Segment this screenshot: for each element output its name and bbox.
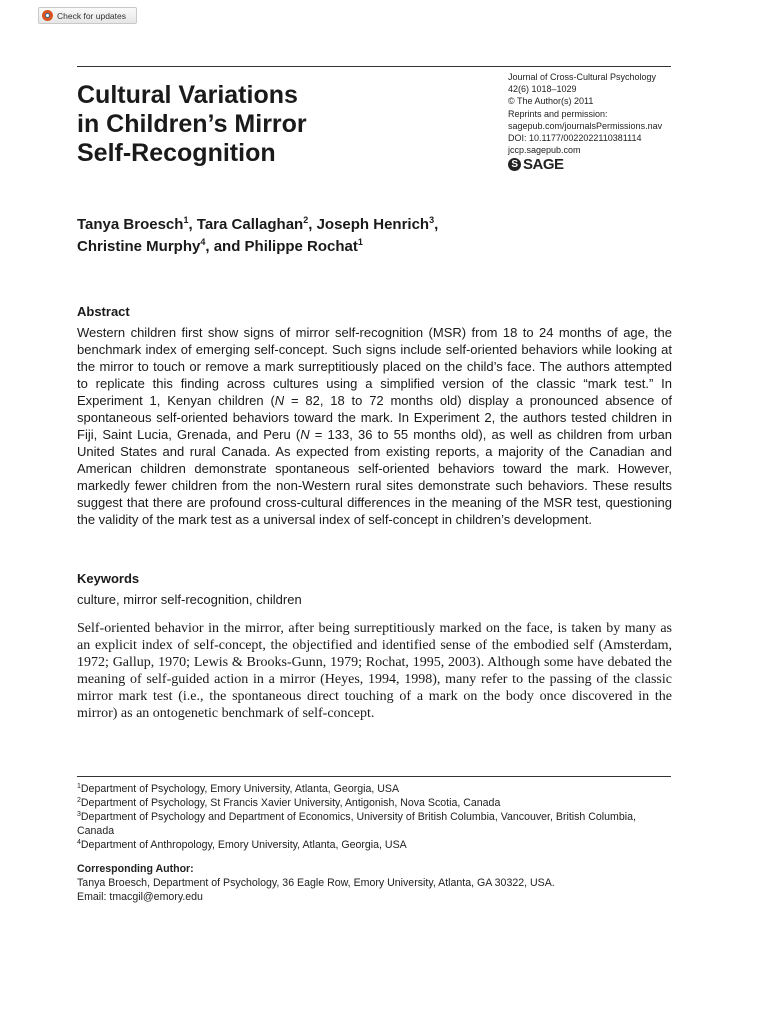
footnote-text: Department of Anthropology, Emory University, Atlanta, Georgia, USA [80,839,407,851]
footnote-text: Department of Psychology, Emory University, Atlanta, Georgia, USA [80,783,400,795]
journal-name: Journal of Cross-Cultural Psychology [508,72,657,82]
title-line-2: in Children’s Mirror [77,110,307,138]
footnote-text: Department of Psychology, St Francis Xavier University, Antigonish, Nova Scotia, Canada [80,797,501,809]
sage-logo [508,155,708,173]
keywords-heading: Keywords [77,571,140,586]
footnote-marker: 4 [77,839,81,846]
footnote-text: Department of Psychology and Department of Economics, University of British Columbia, Vancouver, British Columbia, Canada [77,811,636,837]
author-name: , Joseph Henrich [308,216,430,233]
affiliation-marker: 3 [429,215,435,225]
crossmark-icon [42,10,53,21]
footnote-marker: 1 [77,783,81,790]
abstract-part: = 133, 36 to 55 months old), as well as children from urban United States and rural Canada. As expected from existing reports, a majority of the Canadian and American children demonstrate spontaneous self-oriented behaviors toward the mark. However, markedly fewer children from the non-Western rural sites demonstrate such behaviors. These results suggest that there are profound cross-cultural differences in the meaning of the MSR test, questioning the validity of the mark test as a universal index of self-concept in children’s development. [77,427,672,527]
corresponding-author-email[interactable]: Email: tmacgil@emory.edu [77,891,203,903]
footnote-item [77,796,657,810]
journal-copyright: © The Author(s) 2011 [508,96,594,107]
footnote-marker: 2 [77,797,81,804]
keywords-text: culture, mirror self-recognition, children [77,592,302,607]
abstract-part: Western children first show signs of mirror self-recognition (MSR) from 18 to 24 months of age, the benchmark index of emerging self-concept. Such signs include self-oriented behaviors while looking at the mirror to touch or remove a mark surreptitiously placed on the child’s face. The authors attempted to replicate this finding across cultures using a simplified version of the classic “mark test.” In Experiment 1, Kenyan children ( [77,325,672,408]
sage-logo-text: SAGE [523,155,564,173]
author-name: , and Philippe Rochat [205,238,358,255]
journal-volume: 42(6) 1018–1029 [508,84,577,95]
author-name: Tanya Broesch [77,216,184,233]
footnote-rule [77,776,671,777]
intro-paragraph: Self-oriented behavior in the mirror, after being surreptitiously marked on the face, is taken by many as an explicit index of self-concept, the objectified and identified sense of the embodied self (Amsterdam, 1972; Gallup, 1970; Lewis & Brooks-Gunn, 1979; Rochat, 1995, 2003). Although some have debated the meaning of self-guided action in a mirror (Heyes, 1994, 1998), many refer to the passing of the classic mirror mark test (i.e., the spontaneous direct touching of a mark on the body once discovered in the mirror) as an ontogenetic benchmark of self-concept. [77,621,672,722]
affiliation-footnotes [77,782,657,852]
author-name: Christine Murphy [77,238,201,255]
footnote-item [77,782,657,796]
article-title [77,81,477,168]
title-line-3: Self-Recognition [77,139,276,167]
corresponding-author-address: Tanya Broesch, Department of Psychology, 36 Eagle Row, Emory University, Atlanta, GA 30322, USA. [77,877,555,889]
journal-site-link[interactable]: jccp.sagepub.com [508,145,581,156]
journal-doi[interactable]: DOI: 10.1177/0022022110381114 [508,133,642,144]
abstract-part: = 82, 18 to 72 months old) display a pronounced absence of spontaneous self-oriented behaviors toward the mark. In Experiment 2, the authors tested children in Fiji, Saint Lucia, Grenada, and Peru ( [77,393,672,442]
author-separator: , [434,216,439,233]
affiliation-marker: 1 [357,237,363,247]
journal-reprints: Reprints and permission: [508,108,608,119]
sample-size-symbol: N [300,427,310,442]
footnote-item [77,838,657,852]
journal-permissions-link[interactable]: sagepub.com/journalsPermissions.nav [508,120,663,131]
abstract-text [77,324,672,528]
affiliation-marker: 4 [200,237,206,247]
affiliation-marker: 2 [303,215,309,225]
sage-logo-icon: S [508,158,521,171]
abstract-heading: Abstract [77,304,130,319]
header-rule [77,66,671,67]
author-name: , Tara Callaghan [188,216,304,233]
footnote-item [77,810,657,838]
footnote-marker: 3 [77,811,81,818]
journal-info [508,71,708,171]
sample-size-symbol: N [274,393,285,408]
corresponding-author [77,862,657,904]
author-list [77,214,677,258]
check-for-updates-badge[interactable] [38,7,137,24]
title-line-1: Cultural Variations [77,81,298,109]
affiliation-marker: 1 [183,215,189,225]
corresponding-author-heading: Corresponding Author: [77,863,194,875]
check-for-updates-label: Check for updates [57,10,126,21]
